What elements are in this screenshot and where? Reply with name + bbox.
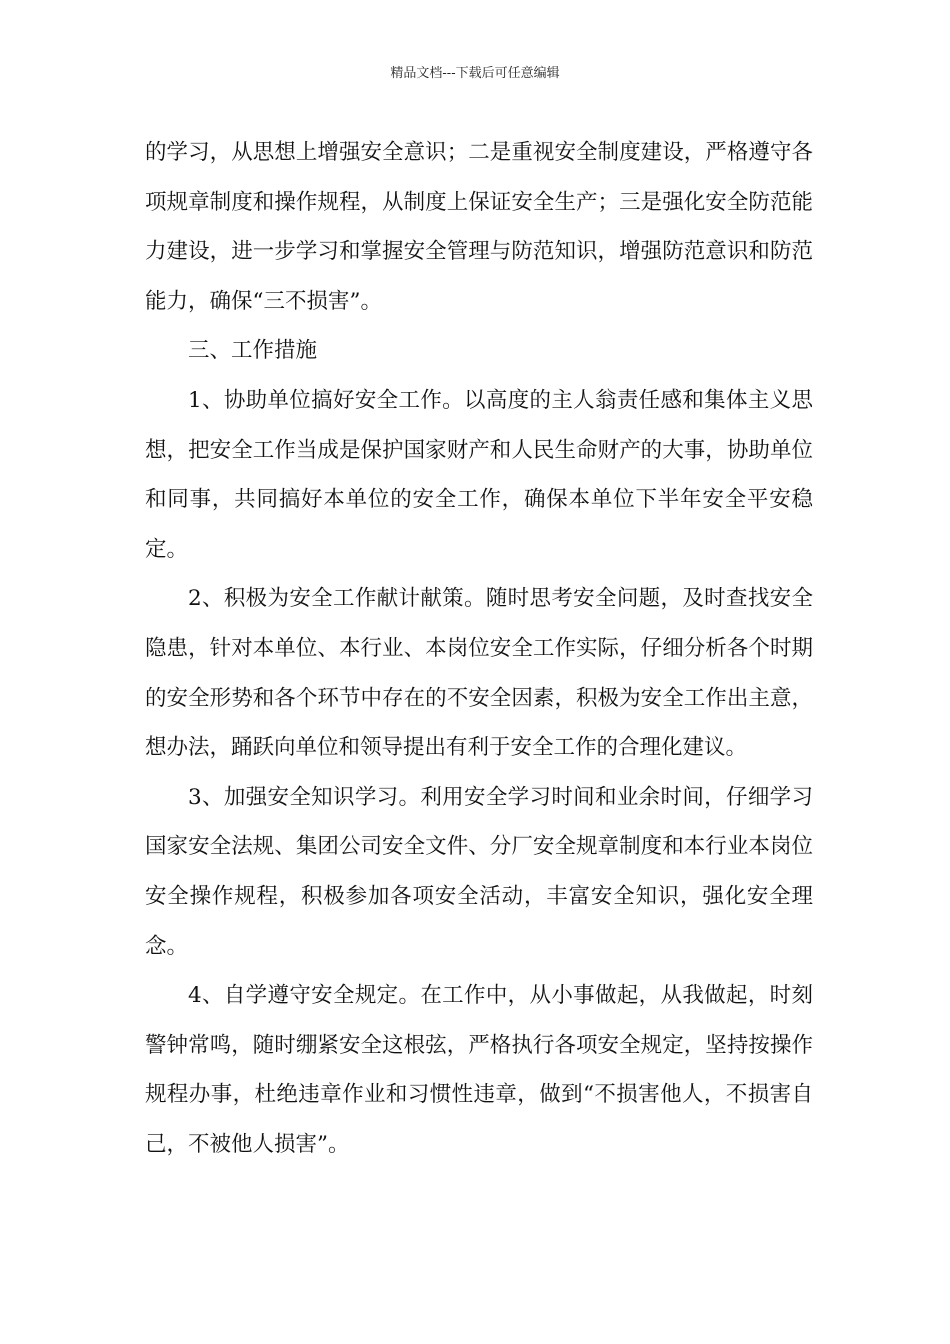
section-heading: 三、工作措施 xyxy=(188,338,318,364)
page-header: 精品文档---下载后可任意编辑 xyxy=(390,66,560,81)
paragraph-continuation: 的学习，从思想上增强安全意识；二是重视安全制度建设，严格遵守各项规章制度和操作规程，从制度上保证安全生产；三是强化安全防范能力建设，进一步学习和掌握安全管理与防范知识，增强防范意识和防范能力，确保“三不损害”。 xyxy=(145,140,813,314)
document-body xyxy=(145,128,813,1169)
paragraph-item-3: 3、加强安全知识学习。利用安全学习时间和业余时间，仔细学习国家安全法规、集团公司安全文件、分厂安全规章制度和本行业本岗位安全操作规程，积极参加各项安全活动，丰富安全知识，强化安全理念。 xyxy=(145,784,813,959)
paragraph-item-2: 2、积极为安全工作献计献策。随时思考安全问题，及时查找安全隐患，针对本单位、本行业、本岗位安全工作实际，仔细分析各个时期的安全形势和各个环节中存在的不安全因素，积极为安全工作出主意，想办法，踊跃向单位和领导提出有利于安全工作的合理化建议。 xyxy=(145,586,813,761)
paragraph-item-4: 4、自学遵守安全规定。在工作中，从小事做起，从我做起，时刻警钟常鸣，随时绷紧安全这根弦，严格执行各项安全规定，坚持按操作规程办事，杜绝违章作业和习惯性违章，做到“不损害他人，不损害自己，不被他人损害”。 xyxy=(145,983,813,1157)
paragraph-item-1: 1、协助单位搞好安全工作。以高度的主人翁责任感和集体主义思想，把安全工作当成是保护国家财产和人民生命财产的大事，协助单位和同事，共同搞好本单位的安全工作，确保本单位下半年安全平安稳定。 xyxy=(145,387,813,562)
